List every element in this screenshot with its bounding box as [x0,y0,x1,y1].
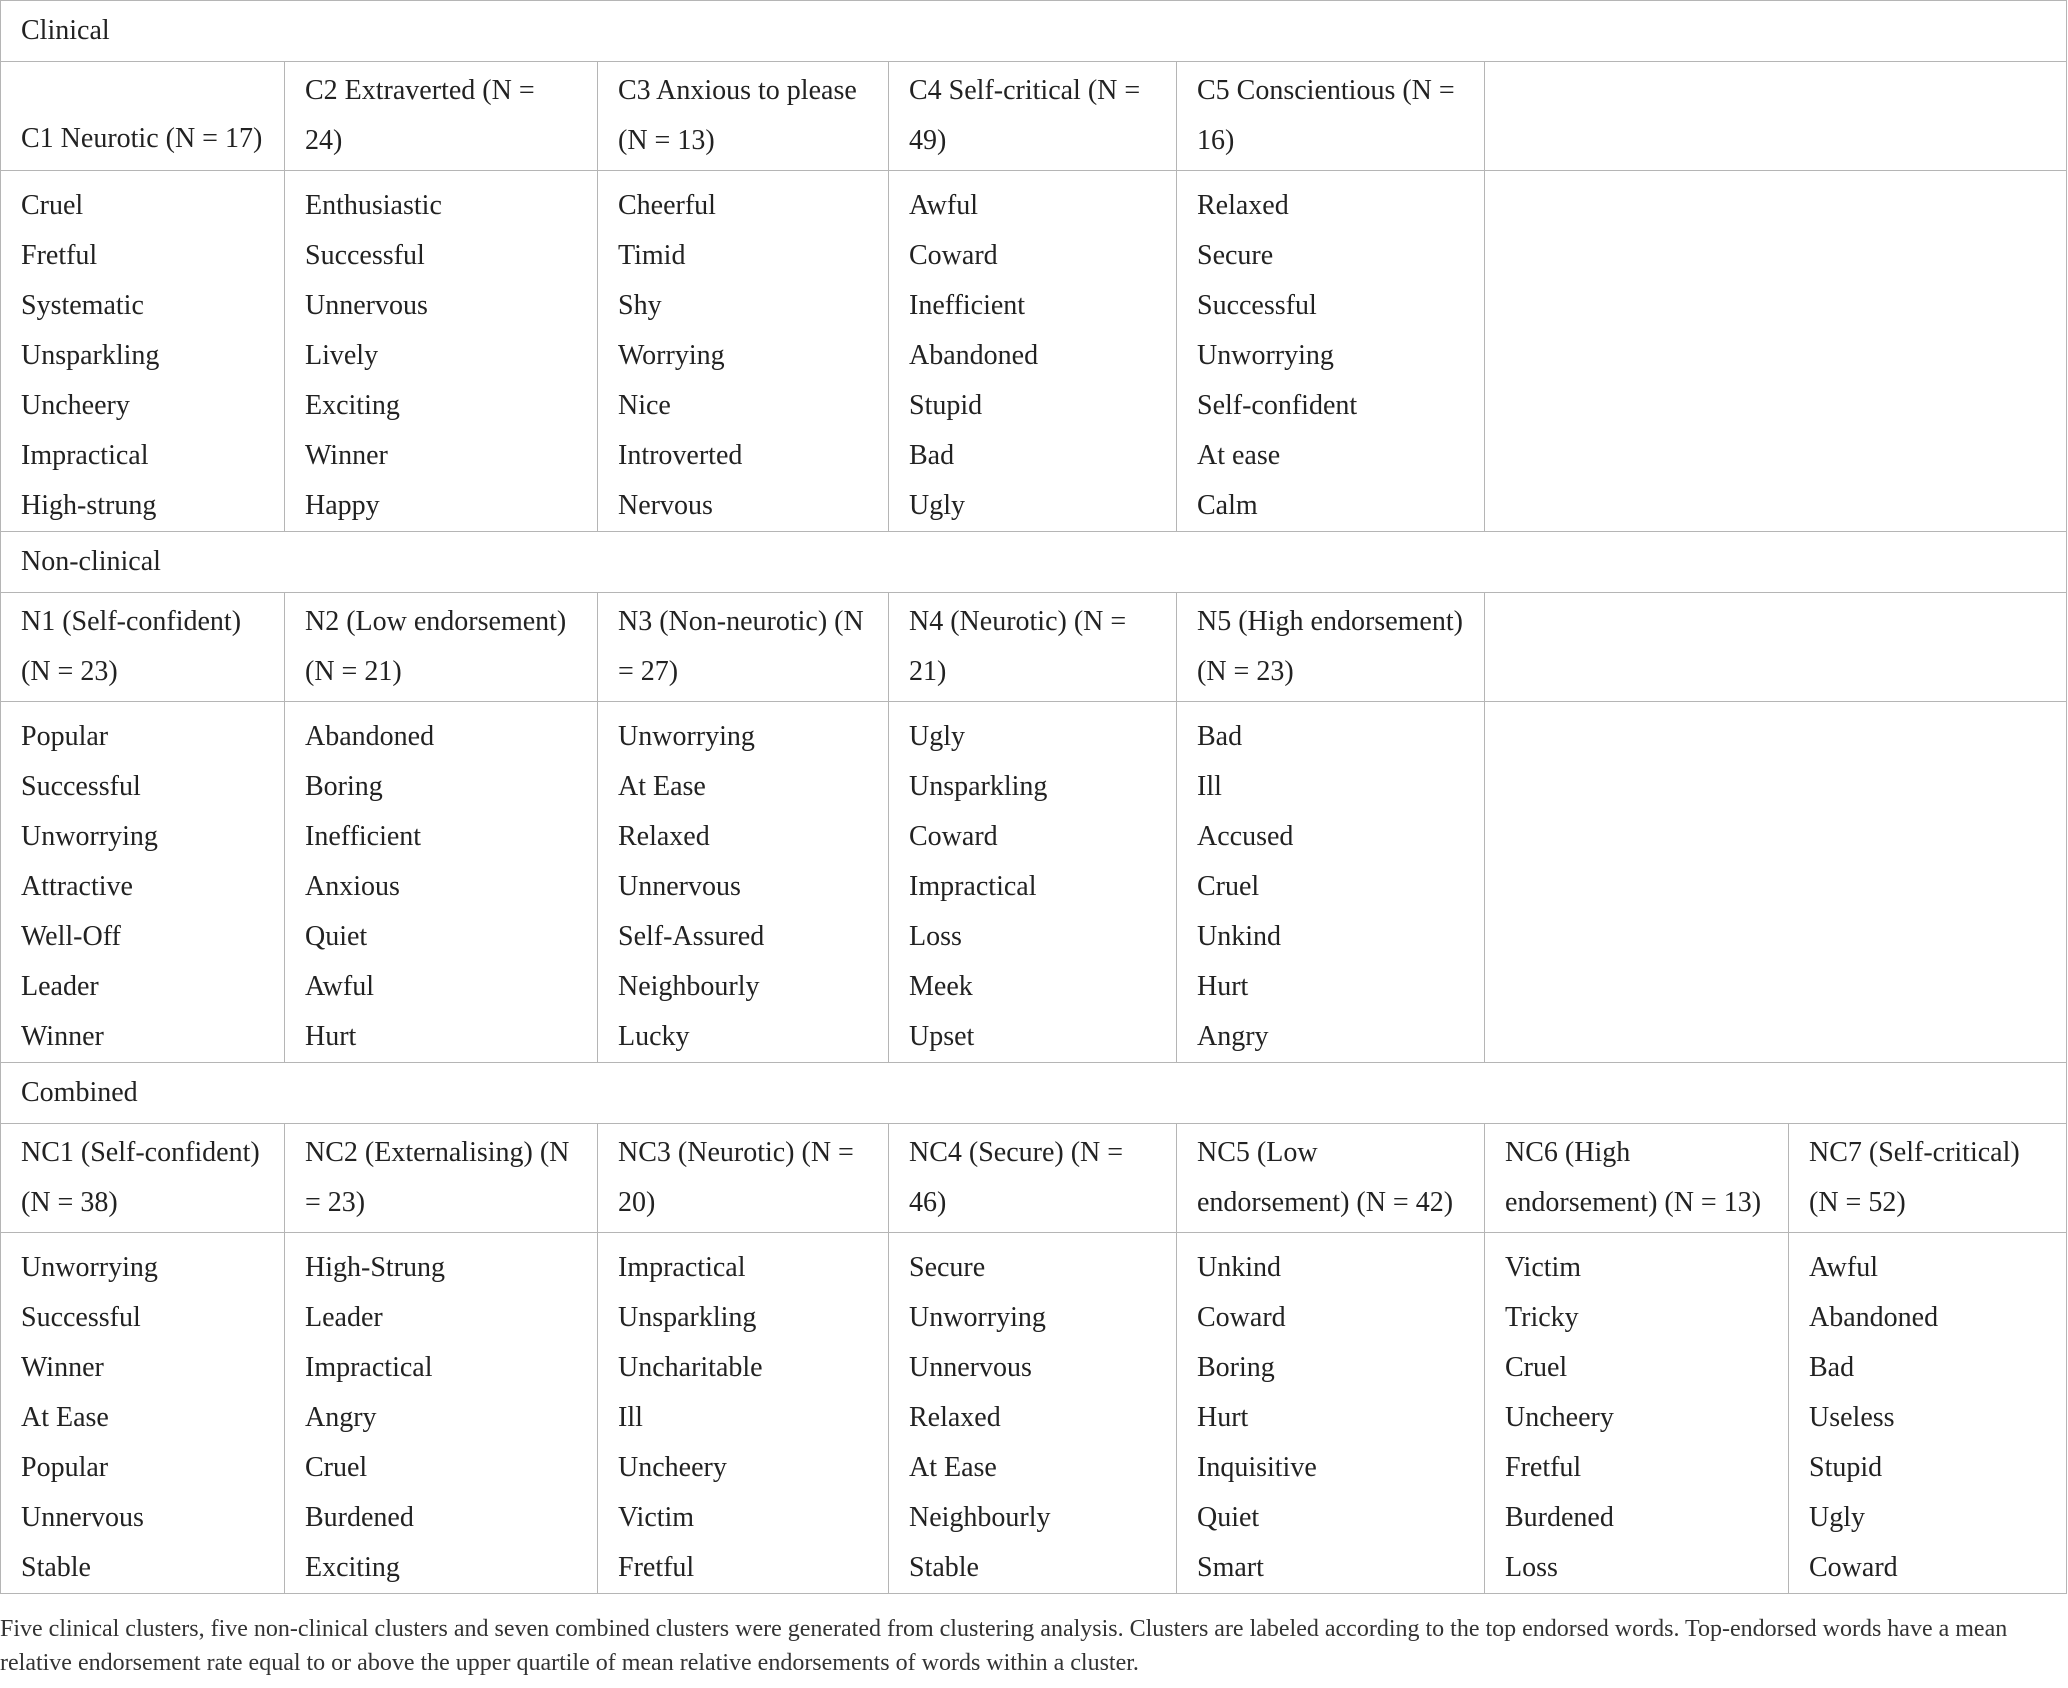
cluster-word: Successful [21,771,141,802]
word-list [285,1233,598,1594]
cluster-label: NC3 (Neurotic) (N = 20) [598,1124,889,1233]
cluster-word: Well-Off [21,921,121,952]
word-list [285,171,598,532]
word-list [889,171,1177,532]
cluster-label: N3 (Non-neurotic) (N = 27) [598,593,889,702]
cluster-word: Accused [1197,821,1294,852]
cluster-label: NC1 (Self-confident) (N = 38) [1,1124,285,1233]
cluster-word: Worrying [618,340,725,371]
cluster-word: Happy [305,490,380,521]
cluster-word: Inefficient [305,821,422,852]
cluster-word: Fretful [618,1552,695,1583]
word-list [1,171,285,532]
cluster-word: Successful [305,240,425,271]
cluster-word: At Ease [21,1402,109,1433]
cluster-header-row [1,593,2067,702]
cluster-words-row [1,171,2067,532]
cluster-word: Stupid [909,390,983,421]
empty-cell [1485,702,2067,1063]
cluster-word: Winner [21,1021,104,1052]
cluster-word: Stupid [1809,1452,1883,1483]
cluster-word: Victim [618,1502,695,1533]
cluster-word: Inquisitive [1197,1452,1317,1483]
cluster-word: Enthusiastic [305,190,442,221]
cluster-word: Stable [909,1552,979,1583]
cluster-label: NC6 (High endorsement) (N = 13) [1485,1124,1789,1233]
cluster-word: Nice [618,390,671,421]
cluster-word: Winner [305,440,388,471]
cluster-word: Successful [1197,290,1317,321]
cluster-label: C3 Anxious to please (N = 13) [598,62,889,171]
cluster-word: Impractical [21,440,149,471]
section-row-non-clinical [1,532,2067,593]
cluster-word: Leader [305,1302,383,1333]
cluster-word: Quiet [1197,1502,1260,1533]
cluster-word: High-Strung [305,1252,445,1283]
cluster-word: Timid [618,240,686,271]
cluster-word: Abandoned [1809,1302,1939,1333]
cluster-word: Cruel [1505,1352,1568,1383]
cluster-word: Loss [909,921,962,952]
cluster-word: Unworrying [1197,340,1334,371]
cluster-word: Unsparkling [909,771,1048,802]
cluster-word: Meek [909,971,973,1002]
cluster-word: Relaxed [618,821,710,852]
cluster-label: N2 (Low endorsement) (N = 21) [285,593,598,702]
cluster-word: At Ease [618,771,706,802]
cluster-word: Nervous [618,490,713,521]
cluster-word: Inefficient [909,290,1026,321]
cluster-word: Boring [1197,1352,1275,1383]
cluster-header-row [1,1124,2067,1233]
cluster-word: Popular [21,1452,109,1483]
cluster-label: C4 Self-critical (N = 49) [889,62,1177,171]
cluster-word: Systematic [21,290,144,321]
section-title: Clinical [1,1,2067,62]
cluster-word: Angry [1197,1021,1269,1052]
cluster-word: Anxious [305,871,400,902]
cluster-label: N4 (Neurotic) (N = 21) [889,593,1177,702]
word-list [889,702,1177,1063]
cluster-word: Shy [618,290,662,321]
cluster-word: Lively [305,340,379,371]
cluster-word: Abandoned [909,340,1039,371]
cluster-word: Useless [1809,1402,1895,1433]
cluster-word: Unsparkling [618,1302,757,1333]
section-title: Combined [1,1063,2067,1124]
empty-cell [1485,62,2067,171]
cluster-word: Bad [1809,1352,1855,1383]
cluster-header-row [1,62,2067,171]
word-list [598,1233,889,1594]
cluster-word: Secure [909,1252,986,1283]
cluster-word: At Ease [909,1452,997,1483]
cluster-label: NC4 (Secure) (N = 46) [889,1124,1177,1233]
cluster-words-row [1,1233,2067,1594]
cluster-word: Bad [909,440,955,471]
cluster-word: Relaxed [909,1402,1001,1433]
cluster-word: Boring [305,771,383,802]
cluster-word: Coward [1197,1302,1286,1333]
cluster-word: Successful [21,1302,141,1333]
cluster-word: Abandoned [305,721,435,752]
cluster-word: Burdened [305,1502,414,1533]
cluster-word: Relaxed [1197,190,1289,221]
cluster-word: Unkind [1197,1252,1281,1283]
word-list [285,702,598,1063]
cluster-word: Unworrying [618,721,755,752]
cluster-word: High-strung [21,490,157,521]
cluster-word: Exciting [305,390,400,421]
cluster-word: Ugly [909,721,965,752]
cluster-label: NC2 (Externalising) (N = 23) [285,1124,598,1233]
word-list [1485,1233,1789,1594]
cluster-label: C2 Extraverted (N = 24) [285,62,598,171]
cluster-word: Coward [909,240,998,271]
cluster-word: Coward [1809,1552,1898,1583]
cluster-word: Exciting [305,1552,400,1583]
cluster-word: Calm [1197,490,1258,521]
cluster-word: Upset [909,1021,975,1052]
word-list [1177,171,1485,532]
cluster-word: Cruel [21,190,84,221]
cluster-word: Cheerful [618,190,716,221]
cluster-word: Ugly [909,490,965,521]
cluster-word: Secure [1197,240,1274,271]
cluster-word: Attractive [21,871,133,902]
cluster-word: Loss [1505,1552,1558,1583]
cluster-word: Uncheery [1505,1402,1614,1433]
word-list [1789,1233,2067,1594]
cluster-word: Uncharitable [618,1352,763,1383]
word-list [1,702,285,1063]
word-list [1177,702,1485,1063]
cluster-word: Hurt [1197,1402,1249,1433]
cluster-word: Popular [21,721,109,752]
word-list [598,702,889,1063]
cluster-word: Bad [1197,721,1243,752]
cluster-word: Ugly [1809,1502,1865,1533]
cluster-word: Neighbourly [909,1502,1051,1533]
cluster-word: Hurt [1197,971,1249,1002]
cluster-word: Uncheery [618,1452,727,1483]
cluster-word: Neighbourly [618,971,760,1002]
cluster-word: Lucky [618,1021,690,1052]
cluster-word: Self-confident [1197,390,1358,421]
cluster-word: Winner [21,1352,104,1383]
cluster-word: Impractical [305,1352,433,1383]
cluster-word: Awful [305,971,374,1002]
cluster-word: Quiet [305,921,368,952]
cluster-word: Tricky [1505,1302,1579,1333]
cluster-word: Unkind [1197,921,1281,952]
cluster-word: Smart [1197,1552,1264,1583]
cluster-word: Ill [1197,771,1222,802]
word-list [598,171,889,532]
cluster-label: N1 (Self-confident) (N = 23) [1,593,285,702]
cluster-word: Ill [618,1402,643,1433]
cluster-label: N5 (High endorsement) (N = 23) [1177,593,1485,702]
section-title: Non-clinical [1,532,2067,593]
cluster-word: Unworrying [909,1302,1046,1333]
word-list [889,1233,1177,1594]
cluster-word: Unnervous [618,871,741,902]
cluster-word: Awful [1809,1252,1878,1283]
cluster-word: Unworrying [21,1252,158,1283]
cluster-word: Unnervous [909,1352,1032,1383]
section-row-clinical [1,1,2067,62]
cluster-word: Uncheery [21,390,130,421]
cluster-label: C1 Neurotic (N = 17) [1,62,285,171]
cluster-word: Stable [21,1552,91,1583]
cluster-word: Unnervous [305,290,428,321]
cluster-word: Cruel [1197,871,1260,902]
empty-cell [1485,593,2067,702]
cluster-word: Burdened [1505,1502,1614,1533]
cluster-label: NC5 (Low endorsement) (N = 42) [1177,1124,1485,1233]
cluster-word: Unsparkling [21,340,160,371]
cluster-word: Unworrying [21,821,158,852]
cluster-label: C5 Conscientious (N = 16) [1177,62,1485,171]
section-row-combined [1,1063,2067,1124]
cluster-word: Impractical [618,1252,746,1283]
cluster-word: Cruel [305,1452,368,1483]
cluster-word: Fretful [21,240,98,271]
cluster-word: Introverted [618,440,743,471]
cluster-word: Leader [21,971,99,1002]
cluster-word: At ease [1197,440,1281,471]
table-footnote: Five clinical clusters, five non-clinical clusters and seven combined clusters were generated from clustering analysis. Clusters are labeled according to the top endorsed words. Top-endorsed words have a mean relative endorsement rate equal to or above the upper quartile of mean relative endorsements of words within a cluster. [0,1616,2008,1676]
word-list [1,1233,285,1594]
cluster-word: Angry [305,1402,377,1433]
cluster-word: Fretful [1505,1452,1582,1483]
cluster-word: Coward [909,821,998,852]
cluster-word: Unnervous [21,1502,144,1533]
empty-cell [1485,171,2067,532]
cluster-word: Impractical [909,871,1037,902]
cluster-word: Victim [1505,1252,1582,1283]
cluster-label: NC7 (Self-critical) (N = 52) [1789,1124,2067,1233]
cluster-word: Awful [909,190,978,221]
cluster-word: Self-Assured [618,921,765,952]
cluster-word: Hurt [305,1021,357,1052]
word-list [1177,1233,1485,1594]
cluster-words-row [1,702,2067,1063]
